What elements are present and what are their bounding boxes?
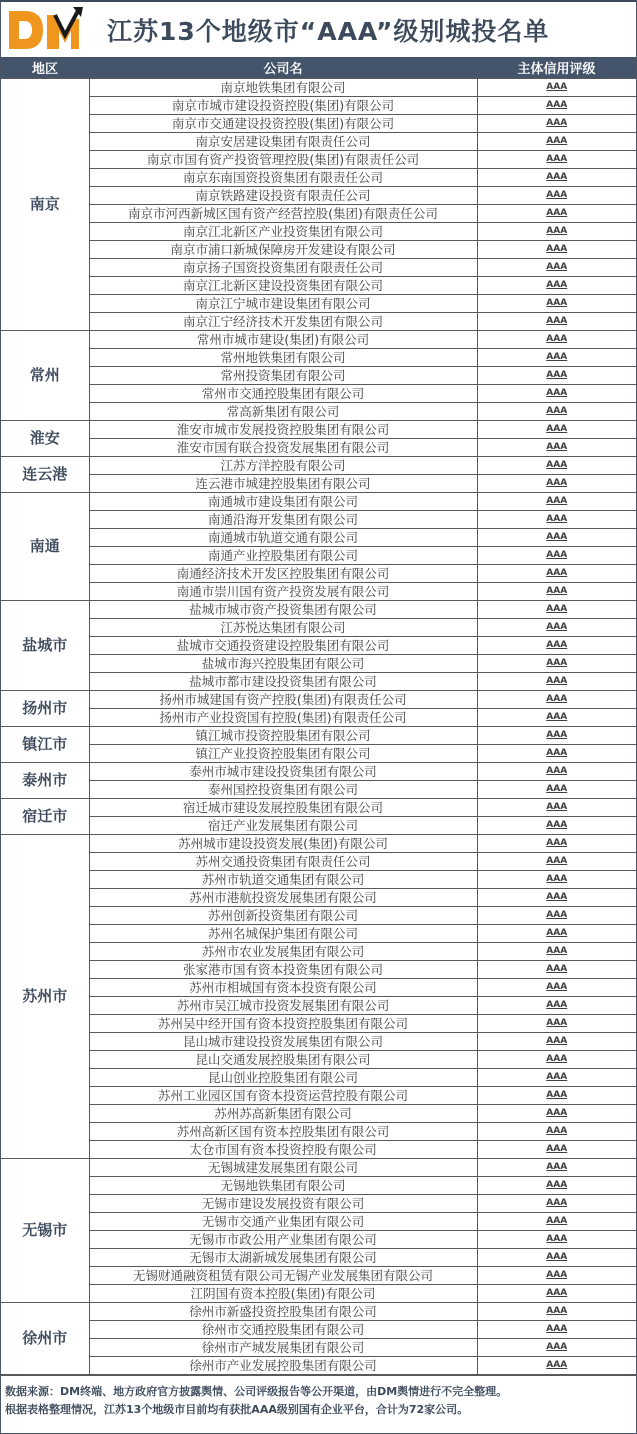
footer-source-note: 数据来源：DM终端、地方政府官方披露舆情、公司评级报告等公开渠道，由DM舆情进行不完全整理。 xyxy=(5,1384,508,1398)
rating-cell: AAA xyxy=(477,204,636,222)
rating-cell: AAA xyxy=(477,1230,636,1248)
rating-cell: AAA xyxy=(477,1122,636,1140)
rating-cell: AAA xyxy=(477,1032,636,1050)
company-name-cell: 南京市国有资产投资管理控股(集团)有限责任公司 xyxy=(89,150,477,168)
table-row xyxy=(1,1302,636,1320)
region-cell: 南通 xyxy=(1,492,89,600)
company-name-cell: 南通城市轨道交通有限公司 xyxy=(89,528,477,546)
table-row xyxy=(1,240,636,258)
table-row xyxy=(1,600,636,618)
company-name-cell: 南通产业控股集团有限公司 xyxy=(89,546,477,564)
company-name-cell: 镇江城市投资控股集团有限公司 xyxy=(89,726,477,744)
rating-cell: AAA xyxy=(477,726,636,744)
table-row xyxy=(1,510,636,528)
table-row xyxy=(1,564,636,582)
company-name-cell: 徐州市新盛投资控股集团有限公司 xyxy=(89,1302,477,1320)
table-row xyxy=(1,474,636,492)
table-row xyxy=(1,762,636,780)
rating-cell: AAA xyxy=(477,708,636,726)
rating-cell: AAA xyxy=(477,762,636,780)
table-row xyxy=(1,456,636,474)
company-name-cell: 泰州国控投资集团有限公司 xyxy=(89,780,477,798)
table-row xyxy=(1,186,636,204)
title-bar xyxy=(1,2,636,57)
company-name-cell: 南京江北新区产业投资集团有限公司 xyxy=(89,222,477,240)
table-row xyxy=(1,222,636,240)
company-name-cell: 江苏悦达集团有限公司 xyxy=(89,618,477,636)
rating-cell: AAA xyxy=(477,1014,636,1032)
rating-cell: AAA xyxy=(477,132,636,150)
table-row xyxy=(1,1122,636,1140)
company-name-cell: 盐城市海兴控股集团有限公司 xyxy=(89,654,477,672)
table-row xyxy=(1,708,636,726)
company-name-cell: 苏州名城保护集团有限公司 xyxy=(89,924,477,942)
table-row xyxy=(1,1194,636,1212)
rating-cell: AAA xyxy=(477,1212,636,1230)
table-row xyxy=(1,726,636,744)
company-name-cell: 昆山创业控股集团有限公司 xyxy=(89,1068,477,1086)
footer-notes xyxy=(1,1375,636,1426)
table-row xyxy=(1,798,636,816)
table-row xyxy=(1,294,636,312)
table-row xyxy=(1,1140,636,1158)
table-row xyxy=(1,204,636,222)
company-name-cell: 连云港市城建控股集团有限公司 xyxy=(89,474,477,492)
company-name-cell: 南京地铁集团有限公司 xyxy=(89,78,477,96)
table-row xyxy=(1,906,636,924)
table-row xyxy=(1,168,636,186)
company-name-cell: 苏州苏高新集团有限公司 xyxy=(89,1104,477,1122)
region-cell: 泰州市 xyxy=(1,762,89,798)
rating-cell: AAA xyxy=(477,582,636,600)
table-row xyxy=(1,132,636,150)
company-name-cell: 昆山交通发展控股集团有限公司 xyxy=(89,1050,477,1068)
rating-cell: AAA xyxy=(477,906,636,924)
table-row xyxy=(1,1212,636,1230)
company-name-cell: 南京市交通建设投资控股(集团)有限公司 xyxy=(89,114,477,132)
rating-cell: AAA xyxy=(477,294,636,312)
company-name-cell: 泰州市城市建设投资集团有限公司 xyxy=(89,762,477,780)
table-row xyxy=(1,744,636,762)
company-name-cell: 南通城市建设集团有限公司 xyxy=(89,492,477,510)
table-row xyxy=(1,618,636,636)
region-cell: 常州 xyxy=(1,330,89,420)
company-name-cell: 南京铁路建设投资有限责任公司 xyxy=(89,186,477,204)
table-row xyxy=(1,672,636,690)
rating-cell: AAA xyxy=(477,492,636,510)
rating-cell: AAA xyxy=(477,96,636,114)
company-name-cell: 南京扬子国资投资集团有限责任公司 xyxy=(89,258,477,276)
rating-cell: AAA xyxy=(477,780,636,798)
region-cell: 扬州市 xyxy=(1,690,89,726)
rating-cell: AAA xyxy=(477,384,636,402)
company-name-cell: 苏州创新投资集团有限公司 xyxy=(89,906,477,924)
rating-cell: AAA xyxy=(477,654,636,672)
company-name-cell: 无锡市建设发展投资有限公司 xyxy=(89,1194,477,1212)
table-row xyxy=(1,276,636,294)
rating-cell: AAA xyxy=(477,366,636,384)
table-row xyxy=(1,1158,636,1176)
company-name-cell: 南京安居建设集团有限责任公司 xyxy=(89,132,477,150)
company-name-cell: 扬州市城建国有资产控股(集团)有限责任公司 xyxy=(89,690,477,708)
rating-cell: AAA xyxy=(477,276,636,294)
rating-cell: AAA xyxy=(477,546,636,564)
table-row xyxy=(1,1014,636,1032)
company-name-cell: 南京东南国资投资集团有限责任公司 xyxy=(89,168,477,186)
table-row xyxy=(1,690,636,708)
table-row xyxy=(1,492,636,510)
company-name-cell: 苏州吴中经开国有资本投资控股集团有限公司 xyxy=(89,1014,477,1032)
rating-cell: AAA xyxy=(477,402,636,420)
rating-cell: AAA xyxy=(477,222,636,240)
company-name-cell: 江苏方洋控股有限公司 xyxy=(89,456,477,474)
rating-cell: AAA xyxy=(477,744,636,762)
rating-cell: AAA xyxy=(477,420,636,438)
table-row xyxy=(1,1356,636,1374)
table-row xyxy=(1,1284,636,1302)
table-row xyxy=(1,1032,636,1050)
rating-cell: AAA xyxy=(477,168,636,186)
rating-cell: AAA xyxy=(477,78,636,96)
rating-cell: AAA xyxy=(477,564,636,582)
rating-cell: AAA xyxy=(477,1266,636,1284)
table-row xyxy=(1,780,636,798)
rating-cell: AAA xyxy=(477,798,636,816)
rating-cell: AAA xyxy=(477,348,636,366)
rating-cell: AAA xyxy=(477,1194,636,1212)
table-row xyxy=(1,150,636,168)
company-name-cell: 苏州市农业发展集团有限公司 xyxy=(89,942,477,960)
company-name-cell: 盐城市都市建设投资集团有限公司 xyxy=(89,672,477,690)
table-row xyxy=(1,78,636,96)
company-name-cell: 常州市交通控股集团有限公司 xyxy=(89,384,477,402)
region-cell: 宿迁市 xyxy=(1,798,89,834)
rating-cell: AAA xyxy=(477,834,636,852)
rating-cell: AAA xyxy=(477,1176,636,1194)
table-row xyxy=(1,348,636,366)
company-name-cell: 无锡市太湖新城发展集团有限公司 xyxy=(89,1248,477,1266)
company-name-cell: 无锡地铁集团有限公司 xyxy=(89,1176,477,1194)
company-name-cell: 宿迁城市建设发展控股集团有限公司 xyxy=(89,798,477,816)
region-cell: 盐城市 xyxy=(1,600,89,690)
table-row xyxy=(1,1050,636,1068)
rating-cell: AAA xyxy=(477,1086,636,1104)
table-row xyxy=(1,1068,636,1086)
region-cell: 南京 xyxy=(1,78,89,330)
company-name-cell: 南京江北新区建设投资集团有限公司 xyxy=(89,276,477,294)
table-row xyxy=(1,1104,636,1122)
table-row xyxy=(1,942,636,960)
rating-cell: AAA xyxy=(477,1284,636,1302)
rating-cell: AAA xyxy=(477,258,636,276)
table-row xyxy=(1,546,636,564)
company-name-cell: 苏州工业园区国有资本投资运营控股有限公司 xyxy=(89,1086,477,1104)
table-row xyxy=(1,114,636,132)
table-row xyxy=(1,870,636,888)
table-row xyxy=(1,654,636,672)
company-name-cell: 南通市崇川国有资产投资发展有限公司 xyxy=(89,582,477,600)
company-name-cell: 苏州交通投资集团有限责任公司 xyxy=(89,852,477,870)
company-name-cell: 苏州市港航投资发展集团有限公司 xyxy=(89,888,477,906)
rating-cell: AAA xyxy=(477,978,636,996)
rating-cell: AAA xyxy=(477,186,636,204)
table-row xyxy=(1,438,636,456)
table-row xyxy=(1,1320,636,1338)
company-name-cell: 南京市浦口新城保障房开发建设有限公司 xyxy=(89,240,477,258)
rating-cell: AAA xyxy=(477,996,636,1014)
rating-cell: AAA xyxy=(477,888,636,906)
company-name-cell: 苏州市吴江城市投资发展集团有限公司 xyxy=(89,996,477,1014)
rating-cell: AAA xyxy=(477,852,636,870)
rating-cell: AAA xyxy=(477,690,636,708)
company-name-cell: 南京江宁经济技术开发集团有限公司 xyxy=(89,312,477,330)
company-name-cell: 淮安市城市发展投资控股集团有限公司 xyxy=(89,420,477,438)
table-row xyxy=(1,1266,636,1284)
rating-cell: AAA xyxy=(477,1302,636,1320)
table-row xyxy=(1,1176,636,1194)
company-name-cell: 无锡财通融资租赁有限公司无锡产业发展集团有限公司 xyxy=(89,1266,477,1284)
rating-cell: AAA xyxy=(477,438,636,456)
rating-cell: AAA xyxy=(477,672,636,690)
table-row xyxy=(1,528,636,546)
company-name-cell: 无锡市交通产业集团有限公司 xyxy=(89,1212,477,1230)
company-name-cell: 苏州市相城国有资本投资有限公司 xyxy=(89,978,477,996)
table-row xyxy=(1,996,636,1014)
table-row xyxy=(1,852,636,870)
table-row xyxy=(1,888,636,906)
company-name-cell: 南京市河西新城区国有资产经营控股(集团)有限责任公司 xyxy=(89,204,477,222)
table-row xyxy=(1,636,636,654)
company-name-cell: 盐城市城市资产投资集团有限公司 xyxy=(89,600,477,618)
column-header-region: 地区 xyxy=(1,57,89,78)
rating-cell: AAA xyxy=(477,528,636,546)
company-name-cell: 盐城市交通投资建设控股集团有限公司 xyxy=(89,636,477,654)
rating-cell: AAA xyxy=(477,618,636,636)
rating-cell: AAA xyxy=(477,1356,636,1374)
region-cell: 淮安 xyxy=(1,420,89,456)
rating-cell: AAA xyxy=(477,1068,636,1086)
company-name-cell: 常高新集团有限公司 xyxy=(89,402,477,420)
region-cell: 连云港 xyxy=(1,456,89,492)
company-name-cell: 宿迁产业发展集团有限公司 xyxy=(89,816,477,834)
rating-cell: AAA xyxy=(477,1104,636,1122)
company-name-cell: 南通经济技术开发区控股集团有限公司 xyxy=(89,564,477,582)
rating-cell: AAA xyxy=(477,1158,636,1176)
company-name-cell: 镇江产业投资控股集团有限公司 xyxy=(89,744,477,762)
company-name-cell: 扬州市产业投资国有控股(集团)有限责任公司 xyxy=(89,708,477,726)
table-row xyxy=(1,978,636,996)
table-row xyxy=(1,420,636,438)
rating-cell: AAA xyxy=(477,1248,636,1266)
table-row xyxy=(1,312,636,330)
region-cell: 徐州市 xyxy=(1,1302,89,1374)
table-row xyxy=(1,366,636,384)
rating-cell: AAA xyxy=(477,474,636,492)
company-name-cell: 徐州市交通控股集团有限公司 xyxy=(89,1320,477,1338)
table-row xyxy=(1,258,636,276)
rating-cell: AAA xyxy=(477,510,636,528)
table-row xyxy=(1,834,636,852)
company-name-cell: 苏州市轨道交通集团有限公司 xyxy=(89,870,477,888)
company-name-cell: 苏州城市建设投资发展(集团)有限公司 xyxy=(89,834,477,852)
rating-cell: AAA xyxy=(477,924,636,942)
company-name-cell: 南通沿海开发集团有限公司 xyxy=(89,510,477,528)
table-row xyxy=(1,1248,636,1266)
rating-cell: AAA xyxy=(477,870,636,888)
company-name-cell: 淮安市国有联合投资发展集团有限公司 xyxy=(89,438,477,456)
table-row xyxy=(1,330,636,348)
table-row xyxy=(1,582,636,600)
rating-cell: AAA xyxy=(477,1140,636,1158)
rating-cell: AAA xyxy=(477,600,636,618)
company-name-cell: 无锡市市政公用产业集团有限公司 xyxy=(89,1230,477,1248)
dm-logo-icon xyxy=(7,7,87,53)
table-row xyxy=(1,402,636,420)
region-cell: 镇江市 xyxy=(1,726,89,762)
rating-cell: AAA xyxy=(477,150,636,168)
rating-cell: AAA xyxy=(477,816,636,834)
company-name-cell: 徐州市产城发展集团有限公司 xyxy=(89,1338,477,1356)
table-row xyxy=(1,1086,636,1104)
table-row xyxy=(1,924,636,942)
table-row xyxy=(1,1230,636,1248)
region-cell: 无锡市 xyxy=(1,1158,89,1302)
company-name-cell: 南京江宁城市建设集团有限公司 xyxy=(89,294,477,312)
column-header-rating: 主体信用评级 xyxy=(477,57,636,78)
company-name-cell: 常州市城市建设(集团)有限公司 xyxy=(89,330,477,348)
rating-cell: AAA xyxy=(477,312,636,330)
column-header-company: 公司名 xyxy=(89,57,477,78)
aaa-company-table xyxy=(1,57,636,1375)
company-name-cell: 常州地铁集团有限公司 xyxy=(89,348,477,366)
table-row xyxy=(1,960,636,978)
company-name-cell: 南京市城市建设投资控股(集团)有限公司 xyxy=(89,96,477,114)
company-name-cell: 张家港市国有资本投资集团有限公司 xyxy=(89,960,477,978)
rating-cell: AAA xyxy=(477,636,636,654)
rating-cell: AAA xyxy=(477,1050,636,1068)
table-row xyxy=(1,96,636,114)
company-name-cell: 常州投资集团有限公司 xyxy=(89,366,477,384)
company-name-cell: 无锡城建发展集团有限公司 xyxy=(89,1158,477,1176)
rating-cell: AAA xyxy=(477,240,636,258)
rating-cell: AAA xyxy=(477,456,636,474)
rating-cell: AAA xyxy=(477,330,636,348)
rating-cell: AAA xyxy=(477,960,636,978)
company-name-cell: 苏州高新区国有资本控股集团有限公司 xyxy=(89,1122,477,1140)
table-row xyxy=(1,1338,636,1356)
page-title: 江苏13个地级市“AAA”级别城投名单 xyxy=(107,16,550,46)
table-body xyxy=(1,78,636,1374)
rating-cell: AAA xyxy=(477,1320,636,1338)
company-name-cell: 徐州市产业发展控股集团有限公司 xyxy=(89,1356,477,1374)
company-name-cell: 昆山城市建设投资发展集团有限公司 xyxy=(89,1032,477,1050)
table-header-row xyxy=(1,57,636,78)
region-cell: 苏州市 xyxy=(1,834,89,1158)
table-row xyxy=(1,384,636,402)
company-name-cell: 江阴国有资本控股(集团)有限公司 xyxy=(89,1284,477,1302)
footer-summary-note: 根据表格整理情况，江苏13个地级市目前均有获批AAA级别国有企业平台，合计为72家公司。 xyxy=(5,1402,469,1416)
rating-cell: AAA xyxy=(477,942,636,960)
rating-cell: AAA xyxy=(477,1338,636,1356)
rating-cell: AAA xyxy=(477,114,636,132)
company-name-cell: 太仓市国有资本投资控股有限公司 xyxy=(89,1140,477,1158)
table-row xyxy=(1,816,636,834)
